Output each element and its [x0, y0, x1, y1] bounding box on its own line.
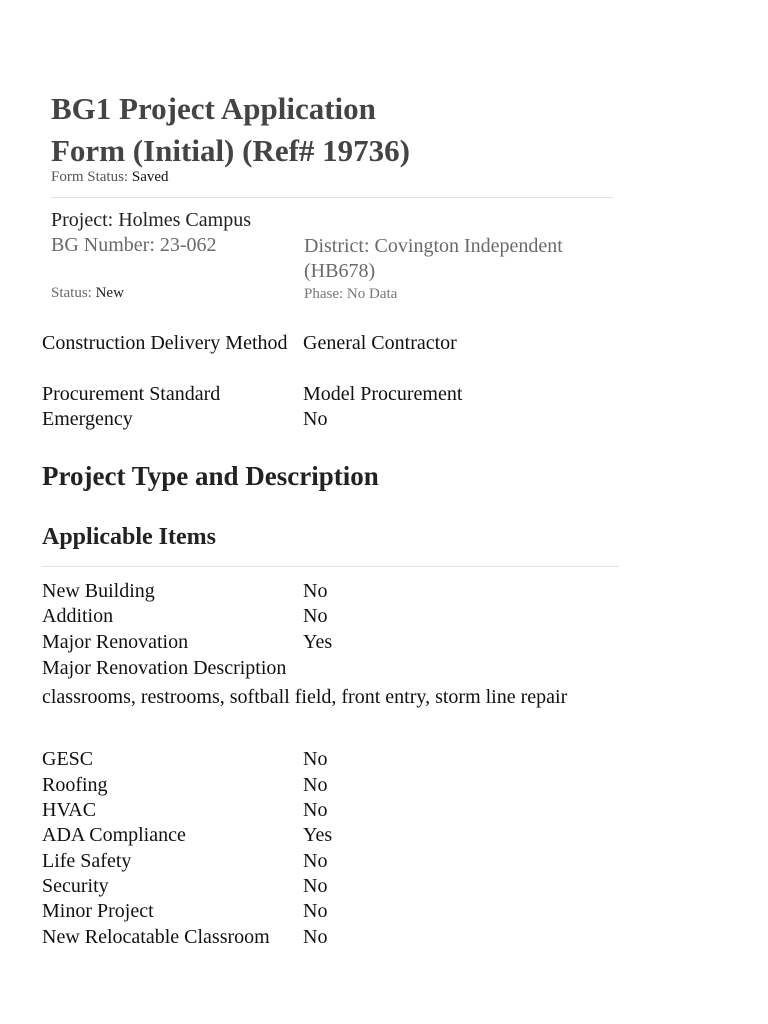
item-value: No	[303, 774, 328, 796]
item-label: Addition	[42, 605, 114, 627]
detail-label: Construction Delivery Method	[42, 332, 288, 354]
item-value: No	[303, 799, 328, 821]
item-value: No	[303, 875, 328, 897]
item-label: ADA Compliance	[42, 824, 186, 846]
item-label: Life Safety	[42, 850, 132, 872]
item-value: No	[303, 580, 328, 602]
section-title: Project Type and Description	[42, 461, 379, 491]
project-status	[51, 285, 124, 302]
form-status-label: Form Status:	[51, 169, 129, 185]
item-value: No	[303, 900, 328, 922]
page-title	[51, 88, 571, 172]
divider	[42, 566, 619, 567]
project-name: Project: Holmes Campus	[51, 209, 251, 231]
detail-value: General Contractor	[303, 332, 457, 354]
item-value: No	[303, 605, 328, 627]
bg-number: BG Number: 23-062	[51, 234, 217, 256]
form-status-value: Saved	[131, 169, 169, 185]
item-label: Security	[42, 875, 109, 897]
item-label: New Relocatable Classroom	[42, 926, 270, 948]
detail-value: No	[303, 408, 328, 430]
item-label: GESC	[42, 748, 94, 770]
subsection-title: Applicable Items	[42, 524, 216, 550]
detail-value: Model Procurement	[303, 383, 463, 405]
item-label: New Building	[42, 580, 155, 602]
detail-label: Emergency	[42, 408, 133, 430]
renovation-description-label: Major Renovation Description	[42, 657, 287, 679]
divider	[51, 197, 613, 198]
title-line-2: Form (Initial) (Ref# 19736)	[51, 133, 410, 168]
renovation-description-text: classrooms, restrooms, softball field, front entry, storm line repair	[42, 686, 568, 708]
item-value: No	[303, 748, 328, 770]
item-label: HVAC	[42, 799, 97, 821]
project-status-value: New	[95, 285, 124, 301]
item-value: Yes	[303, 631, 333, 653]
title-line-1: BG1 Project Application	[51, 91, 376, 126]
item-value: No	[303, 850, 328, 872]
project-phase: Phase: No Data	[304, 286, 398, 302]
item-value: Yes	[303, 824, 333, 846]
form-status	[51, 169, 169, 186]
item-label: Minor Project	[42, 900, 154, 922]
item-value: No	[303, 926, 328, 948]
district: District: Covington Independent (HB678)	[304, 235, 563, 282]
project-status-label: Status:	[51, 285, 92, 301]
item-label: Roofing	[42, 774, 108, 796]
detail-label: Procurement Standard	[42, 383, 221, 405]
item-label: Major Renovation	[42, 631, 189, 653]
